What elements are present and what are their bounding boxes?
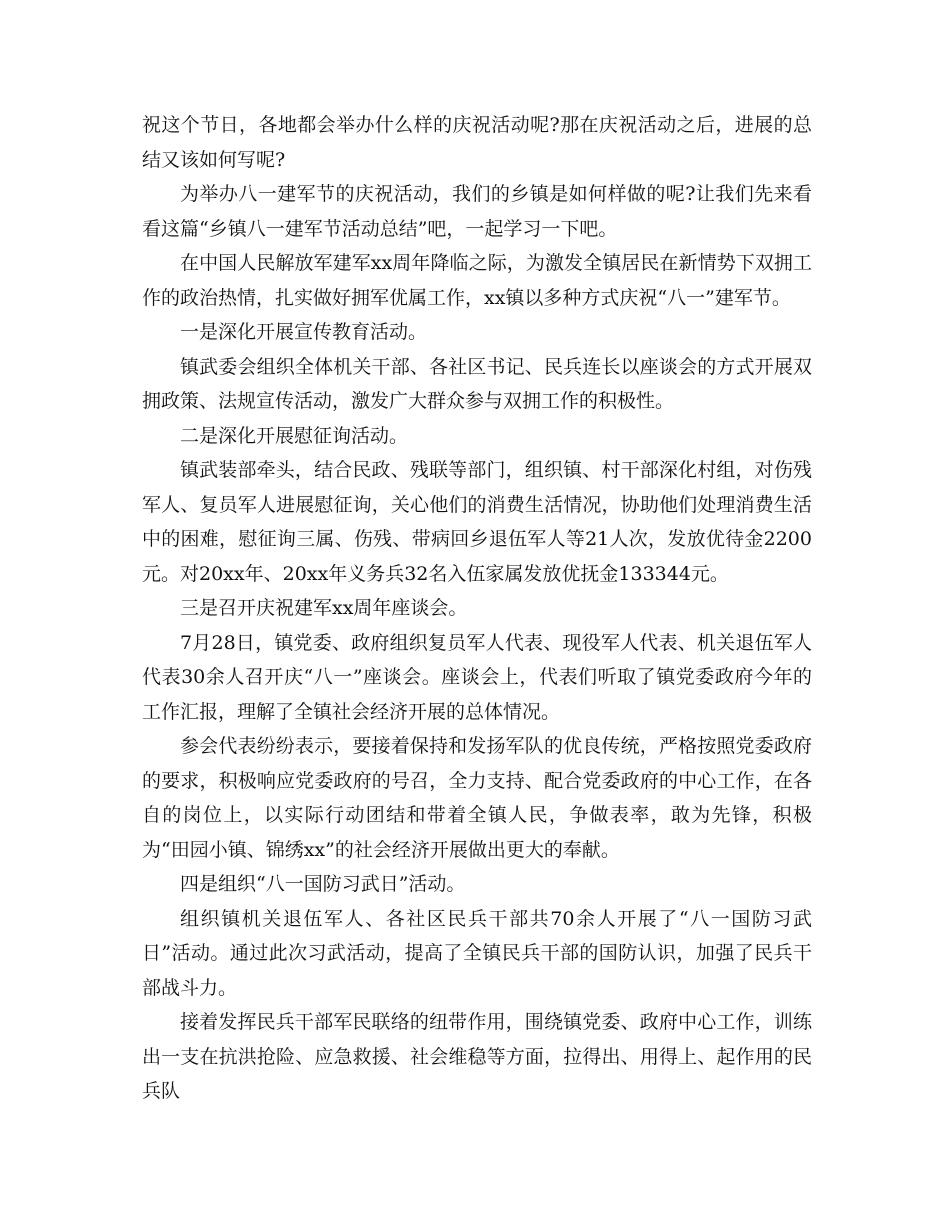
paragraph: 参会代表纷纷表示，要接着保持和发扬军队的优良传统，严格按照党委政府的要求，积极响应党委政府的号召，全力支持、配合党委政府的中心工作，在各自的岗位上，以实际行动团结和带着全镇人民，争做表率，敢为先锋，积极为“田园小镇、锦绣xx”的社会经济开展做出更大的奉献。 [142, 735, 812, 861]
paragraph: 镇武装部牵头，结合民政、残联等部门，组织镇、村干部深化村组，对伤残军人、复员军人进展慰征询，关心他们的消费生活情况，协助他们处理消费生活中的困难，慰征询三属、伤残、带病回乡退伍军人等21人次，发放优待金2200元。对20xx年、20xx年义务兵32名入伍家属发放优抚金133344元。 [142, 459, 812, 585]
section-heading: 三是召开庆祝建军xx周年座谈会。 [180, 597, 468, 619]
paragraph: 镇武委会组织全体机关干部、各社区书记、民兵连长以座谈会的方式开展双拥政策、法规宣传活动，激发广大群众参与双拥工作的积极性。 [142, 355, 812, 412]
paragraph: 为举办八一建军节的庆祝活动，我们的乡镇是如何样做的呢?让我们先来看看这篇“乡镇八一建军节活动总结”吧，一起学习一下吧。 [142, 183, 812, 240]
section-heading: 二是深化开展慰征询活动。 [180, 424, 409, 447]
document-body [142, 108, 812, 1109]
section-heading: 四是组织“八一国防习武日”活动。 [180, 873, 466, 895]
paragraph: 7月28日，镇党委、政府组织复员军人代表、现役军人代表、机关退伍军人代表30余人召开庆“八一”座谈会。座谈会上，代表们听取了镇党委政府今年的工作汇报，理解了全镇社会经济开展的总体情况。 [142, 631, 812, 723]
paragraph: 在中国人民解放军建军xx周年降临之际，为激发全镇居民在新情势下双拥工作的政治热情，扎实做好拥军优属工作，xx镇以多种方式庆祝“八一”建军节。 [142, 252, 812, 309]
section-heading: 一是深化开展宣传教育活动。 [180, 321, 428, 343]
paragraph: 祝这个节日，各地都会举办什么样的庆祝活动呢?那在庆祝活动之后，进展的总结又该如何写呢? [142, 114, 812, 171]
paragraph: 接着发挥民兵干部军民联络的纽带作用，围绕镇党委、政府中心工作，训练出一支在抗洪抢险、应急救援、社会维稳等方面，拉得出、用得上、起作用的民兵队 [142, 1011, 812, 1102]
paragraph: 组织镇机关退伍军人、各社区民兵干部共70余人开展了“八一国防习武日”活动。通过此次习武活动，提高了全镇民兵干部的国防认识，加强了民兵干部战斗力。 [142, 907, 812, 999]
